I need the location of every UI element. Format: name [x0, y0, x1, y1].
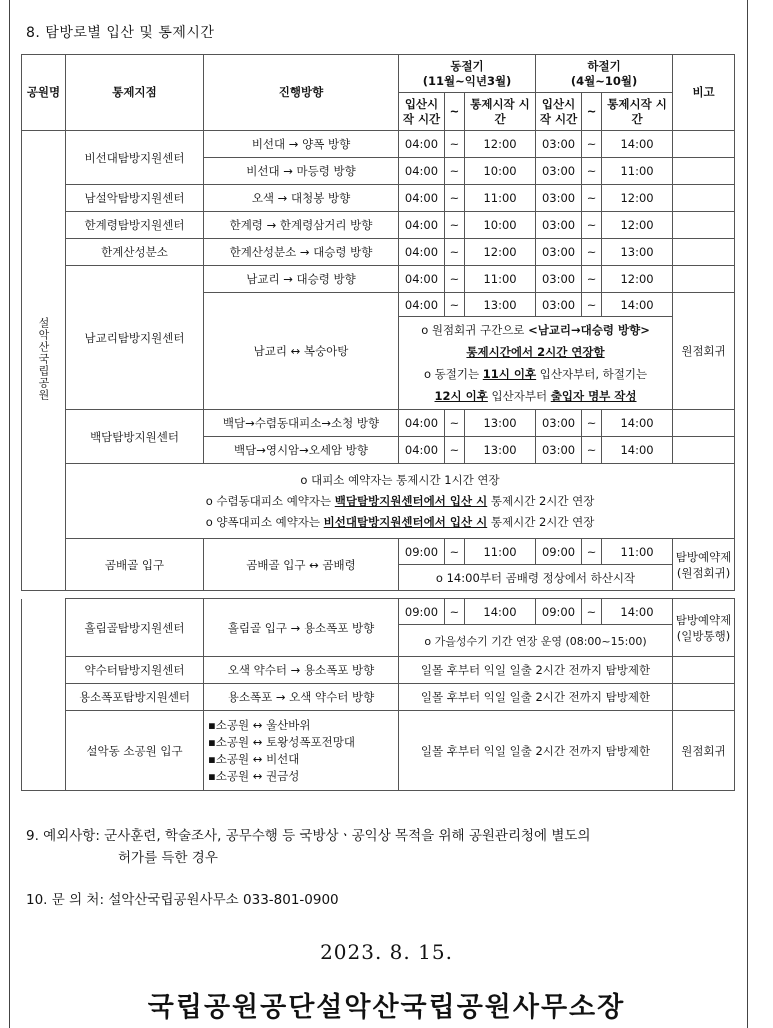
dir-gombaegol: 곰배골 입구 ↔ 곰배령	[204, 539, 399, 591]
dest-list-seoraksdong	[204, 711, 399, 791]
tilde: ~	[445, 239, 465, 266]
section-10-value: 설악산국립공원사무소 033-801-0900	[108, 892, 339, 908]
tilde: ~	[582, 185, 602, 212]
park-name-cell-cont	[22, 599, 66, 791]
time-cell: 03:00	[536, 131, 582, 158]
tilde: ~	[582, 539, 602, 565]
dir-heullimgol: 흘림골 입구 → 용소폭포 방향	[204, 599, 399, 657]
time-cell: 14:00	[602, 293, 673, 317]
time-cell: 14:00	[465, 599, 536, 625]
time-cell: 11:00	[465, 266, 536, 293]
remark-empty	[673, 158, 735, 185]
summer-label: 하절기	[587, 58, 621, 73]
remark-empty	[673, 212, 735, 239]
note-text: 통제시간 2시간 연장	[487, 493, 595, 508]
header-winter-start: 입산시작 시간	[399, 93, 445, 131]
dest-item: ▪소공원 ↔ 비선대	[208, 751, 300, 766]
heullimgol-note: o 가을성수기 기간 연장 운영 (08:00~15:00)	[399, 625, 673, 657]
tilde: ~	[445, 410, 465, 437]
dir-namseorak: 오색 → 대청봉 방향	[204, 185, 399, 212]
time-cell: 03:00	[536, 239, 582, 266]
dir-yongsopokpo: 용소폭포 → 오색 약수터 방향	[204, 684, 399, 711]
note-text: 출입자 명부 작성	[550, 389, 637, 403]
remark-empty	[673, 437, 735, 464]
time-cell: 09:00	[399, 539, 445, 565]
point-yaksuteo: 약수터탐방지원센터	[66, 657, 204, 684]
time-cell: 04:00	[399, 293, 445, 317]
remark-namgyori: 원점회귀	[673, 293, 735, 410]
time-cell: 04:00	[399, 185, 445, 212]
tilde: ~	[582, 131, 602, 158]
park-name: 설악산국립공원	[37, 317, 50, 401]
time-cell: 04:00	[399, 131, 445, 158]
remark-text: 탐방예약제	[675, 612, 732, 627]
time-cell: 03:00	[536, 185, 582, 212]
time-cell: 14:00	[602, 599, 673, 625]
tilde: ~	[445, 293, 465, 317]
remark-heullimgol	[673, 599, 735, 657]
time-cell: 04:00	[399, 158, 445, 185]
tilde: ~	[445, 539, 465, 565]
time-cell: 04:00	[399, 239, 445, 266]
tilde: ~	[445, 158, 465, 185]
time-cell: 11:00	[465, 539, 536, 565]
remark-empty	[673, 239, 735, 266]
tilde: ~	[582, 437, 602, 464]
section-9-exceptions	[26, 825, 736, 869]
header-summer	[536, 55, 673, 93]
tilde: ~	[582, 293, 602, 317]
time-cell: 03:00	[536, 410, 582, 437]
time-cell: 11:00	[602, 158, 673, 185]
remark-empty	[673, 657, 735, 684]
document-date: 2023. 8. 15.	[320, 940, 453, 964]
time-cell: 14:00	[602, 410, 673, 437]
section-9-line1: 9. 예외사항: 군사훈련, 학술조사, 공무수행 등 국방상ㆍ공익상 목적을 위해 공원관리청에 별도의	[26, 828, 591, 844]
time-cell: 10:00	[465, 158, 536, 185]
remark-text: (원점회귀)	[676, 565, 731, 580]
remark-gombaegol	[673, 539, 735, 591]
tilde: ~	[445, 131, 465, 158]
time-cell: 03:00	[536, 212, 582, 239]
time-cell: 09:00	[536, 539, 582, 565]
tilde: ~	[582, 158, 602, 185]
dir-biseondae-1: 비선대 → 양폭 방향	[204, 131, 399, 158]
tilde: ~	[445, 599, 465, 625]
dir-namgyori-1: 남교리 → 대승령 방향	[204, 266, 399, 293]
tilde: ~	[582, 599, 602, 625]
remark-empty	[673, 185, 735, 212]
dir-biseondae-2: 비선대 → 마등령 방향	[204, 158, 399, 185]
time-cell: 04:00	[399, 437, 445, 464]
note-text: o 양폭대피소 예약자는	[205, 514, 324, 529]
remark-empty	[673, 410, 735, 437]
dest-item: ▪소공원 ↔ 울산바위	[208, 717, 311, 732]
tilde: ~	[582, 266, 602, 293]
note-text: 통제시간에서 2시간 연장함	[466, 345, 605, 359]
control-time-table	[21, 54, 735, 591]
header-winter-end: 통제시작 시간	[465, 93, 536, 131]
note-text: o 대피소 예약자는 통제시간 1시간 연장	[300, 472, 500, 487]
winter-label: 동절기	[450, 58, 484, 73]
header-remarks: 비고	[673, 55, 735, 131]
dest-item: ▪소공원 ↔ 토왕성폭포전망대	[208, 734, 355, 749]
time-cell: 13:00	[465, 293, 536, 317]
time-cell: 03:00	[536, 293, 582, 317]
time-cell: 03:00	[536, 158, 582, 185]
point-seoraksdong: 설악동 소공원 입구	[66, 711, 204, 791]
header-park: 공원명	[22, 55, 66, 131]
note-text: 통제시간 2시간 연장	[487, 514, 595, 529]
note-text: <남교리→대승령 방향>	[528, 323, 650, 337]
dir-yaksuteo: 오색 약수터 → 용소폭포 방향	[204, 657, 399, 684]
time-cell: 12:00	[602, 266, 673, 293]
header-winter	[399, 55, 536, 93]
dir-hangyeryeong: 한계령 → 한계령삼거리 방향	[204, 212, 399, 239]
point-baekdam: 백담탐방지원센터	[66, 410, 204, 464]
summer-range: (4월~10월)	[570, 73, 638, 88]
note-text: o 원점회귀 구간으로	[421, 323, 529, 337]
note-text: 비선대탐방지원센터에서 입산 시	[323, 514, 488, 529]
dir-namgyori-2: 남교리 ↔ 복숭아탕	[204, 293, 399, 410]
header-summer-end: 통제시작 시간	[602, 93, 673, 131]
section-10-label: 10. 문 의 처:	[26, 892, 109, 908]
time-cell: 12:00	[602, 212, 673, 239]
point-namseorak: 남설악탐방지원센터	[66, 185, 204, 212]
tilde: ~	[582, 410, 602, 437]
time-cell: 11:00	[465, 185, 536, 212]
tilde: ~	[582, 239, 602, 266]
time-cell: 12:00	[465, 239, 536, 266]
note-text: 12시 이후	[434, 389, 488, 403]
remark-text: 탐방예약제	[675, 549, 732, 564]
time-cell: 09:00	[399, 599, 445, 625]
point-yongsopokpo: 용소폭포탐방지원센터	[66, 684, 204, 711]
remark-empty	[673, 266, 735, 293]
point-hangyesanseong: 한계산성분소	[66, 239, 204, 266]
time-cell: 14:00	[602, 131, 673, 158]
dest-item: ▪소공원 ↔ 권금성	[208, 768, 300, 783]
time-cell: 03:00	[536, 437, 582, 464]
section-9-line2: 허가를 득한 경우	[118, 850, 218, 866]
namgyori-note	[399, 317, 673, 410]
time-cell: 13:00	[465, 437, 536, 464]
point-gombaegol: 곰배골 입구	[66, 539, 204, 591]
note-text: 11시 이후	[482, 367, 537, 381]
rule-seoraksdong: 일몰 후부터 익일 일출 2시간 전까지 탐방제한	[399, 711, 673, 791]
dir-baekdam-1: 백담→수렴동대피소→소청 방향	[204, 410, 399, 437]
note-text: 백담탐방지원센터에서 입산 시	[334, 493, 488, 508]
note-text: o 수렴동대피소 예약자는	[205, 493, 335, 508]
time-cell: 13:00	[602, 239, 673, 266]
shelter-notes	[66, 464, 735, 539]
time-cell: 10:00	[465, 212, 536, 239]
tilde: ~	[582, 212, 602, 239]
remark-text: (일방통행)	[676, 628, 731, 643]
time-cell: 13:00	[465, 410, 536, 437]
section-8-title: 8. 탐방로별 입산 및 통제시간	[26, 25, 215, 41]
issuer-signature: 국립공원공단설악산국립공원사무소장	[147, 992, 626, 1023]
section-10-contact	[26, 888, 339, 908]
point-biseondae: 비선대탐방지원센터	[66, 131, 204, 185]
header-point: 통제지점	[66, 55, 204, 131]
tilde: ~	[445, 266, 465, 293]
note-text: 입산자부터	[487, 389, 551, 403]
tilde: ~	[445, 437, 465, 464]
rule-yongsopokpo: 일몰 후부터 익일 일출 2시간 전까지 탐방제한	[399, 684, 673, 711]
park-name-cell	[22, 131, 66, 591]
time-cell: 11:00	[602, 539, 673, 565]
time-cell: 14:00	[602, 437, 673, 464]
control-time-table-lower	[21, 598, 735, 791]
tilde: ~	[445, 185, 465, 212]
point-namgyori: 남교리탐방지원센터	[66, 266, 204, 410]
time-cell: 04:00	[399, 266, 445, 293]
time-cell: 12:00	[602, 185, 673, 212]
time-cell: 04:00	[399, 410, 445, 437]
gombaegol-note: o 14:00부터 곰배령 정상에서 하산시작	[399, 565, 673, 591]
header-summer-start: 입산시작 시간	[536, 93, 582, 131]
point-heullimgol: 흘림골탐방지원센터	[66, 599, 204, 657]
rule-yaksuteo: 일몰 후부터 익일 일출 2시간 전까지 탐방제한	[399, 657, 673, 684]
remark-empty	[673, 131, 735, 158]
time-cell: 03:00	[536, 266, 582, 293]
time-cell: 12:00	[465, 131, 536, 158]
header-direction: 진행방향	[204, 55, 399, 131]
remark-empty	[673, 684, 735, 711]
note-text: o 동절기는	[423, 367, 483, 381]
dir-baekdam-2: 백담→영시암→오세암 방향	[204, 437, 399, 464]
tilde: ~	[445, 212, 465, 239]
header-summer-tilde: ~	[582, 93, 602, 131]
dir-hangyesanseong: 한계산성분소 → 대승령 방향	[204, 239, 399, 266]
time-cell: 04:00	[399, 212, 445, 239]
point-hangyeryeong: 한계령탐방지원센터	[66, 212, 204, 239]
time-cell: 09:00	[536, 599, 582, 625]
winter-range: (11월~익년3월)	[422, 73, 512, 88]
remark-seoraksdong: 원점회귀	[673, 711, 735, 791]
note-text: 입산자부터, 하절기는	[536, 367, 648, 381]
header-winter-tilde: ~	[445, 93, 465, 131]
